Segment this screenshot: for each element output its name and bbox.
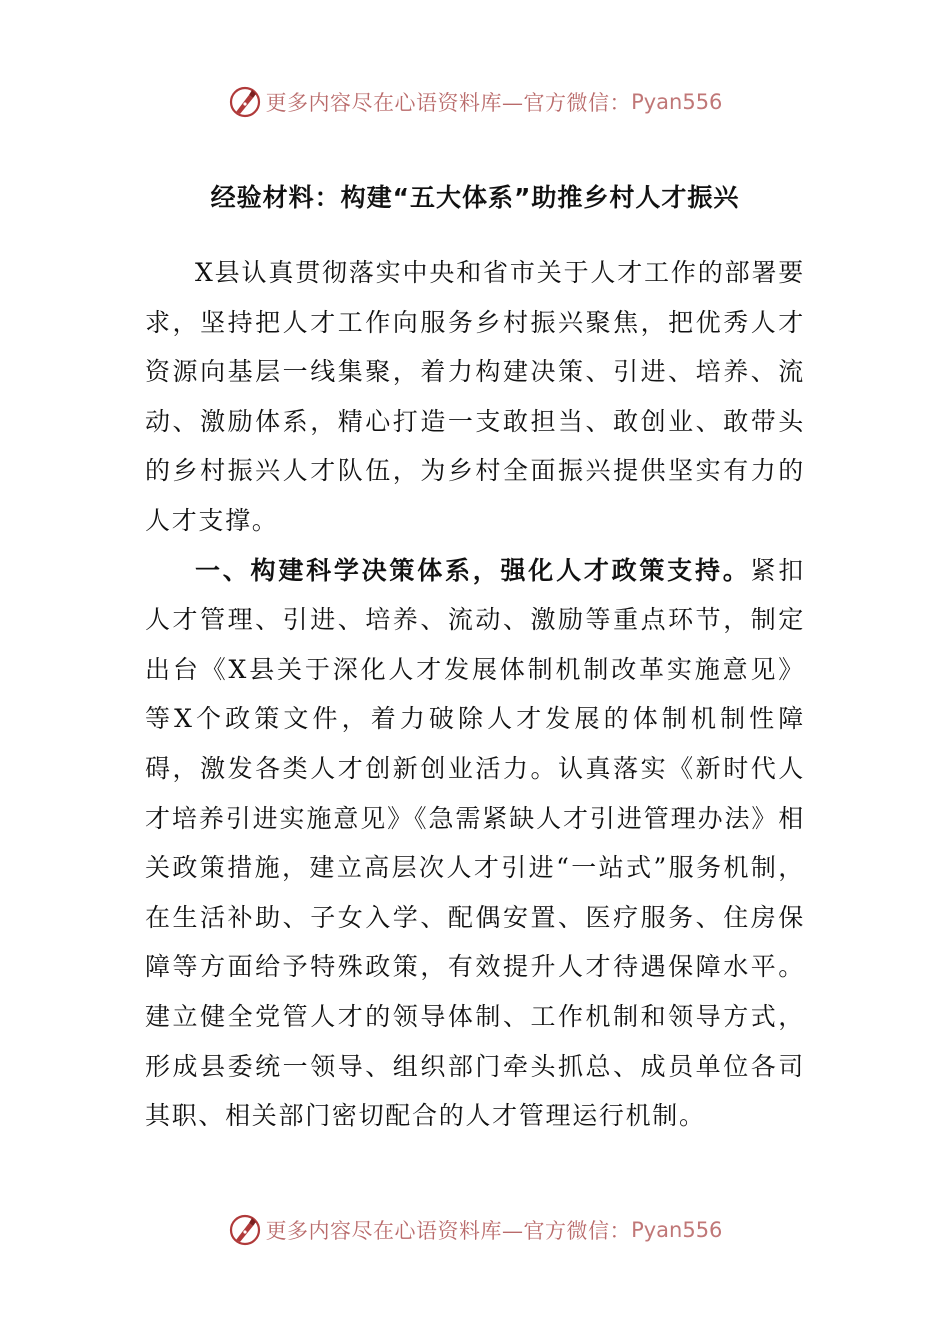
watermark-wechat-id: Pyan556	[631, 1218, 723, 1242]
pen-nib-circle-icon	[228, 85, 262, 119]
section-1-paragraph	[145, 546, 805, 1141]
section-1-heading: 一、构建科学决策体系，强化人才政策支持。	[195, 555, 751, 585]
section-1-body: 紧扣人才管理、引进、培养、流动、激励等重点环节，制定出台《X县关于深化人才发展体制机制改革实施意见》等X个政策文件，着力破除人才发展的体制机制性障碍，激发各类人才创新创业活力。认真落实《新时代人才培养引进实施意见》《急需紧缺人才引进管理办法》相关政策措施，建立高层次人才引进“一站式”服务机制，在生活补助、子女入学、配偶安置、医疗服务、住房保障等方面给予特殊政策，有效提升人才待遇保障水平。建立健全党管人才的领导体制、工作机制和领导方式，形成县委统一领导、组织部门牵头抓总、成员单位各司其职、相关部门密切配合的人才管理运行机制。	[145, 555, 805, 1131]
watermark-text: 更多内容尽在心语资料库—官方微信：	[265, 1219, 632, 1243]
pen-nib-circle-icon	[228, 1213, 262, 1247]
document-body	[145, 248, 805, 1141]
watermark-footer	[0, 1210, 950, 1250]
watermark-text: 更多内容尽在心语资料库—官方微信：	[265, 91, 632, 115]
document-title: 经验材料：构建“五大体系”助推乡村人才振兴	[210, 183, 740, 212]
watermark-wechat-id: Pyan556	[631, 90, 723, 114]
watermark-header	[0, 82, 950, 122]
intro-paragraph: X县认真贯彻落实中央和省市关于人才工作的部署要求，坚持把人才工作向服务乡村振兴聚焦，把优秀人才资源向基层一线集聚，着力构建决策、引进、培养、流动、激励体系，精心打造一支敢担当、敢创业、敢带头的乡村振兴人才队伍，为乡村全面振兴提供坚实有力的人才支撑。	[145, 258, 805, 535]
